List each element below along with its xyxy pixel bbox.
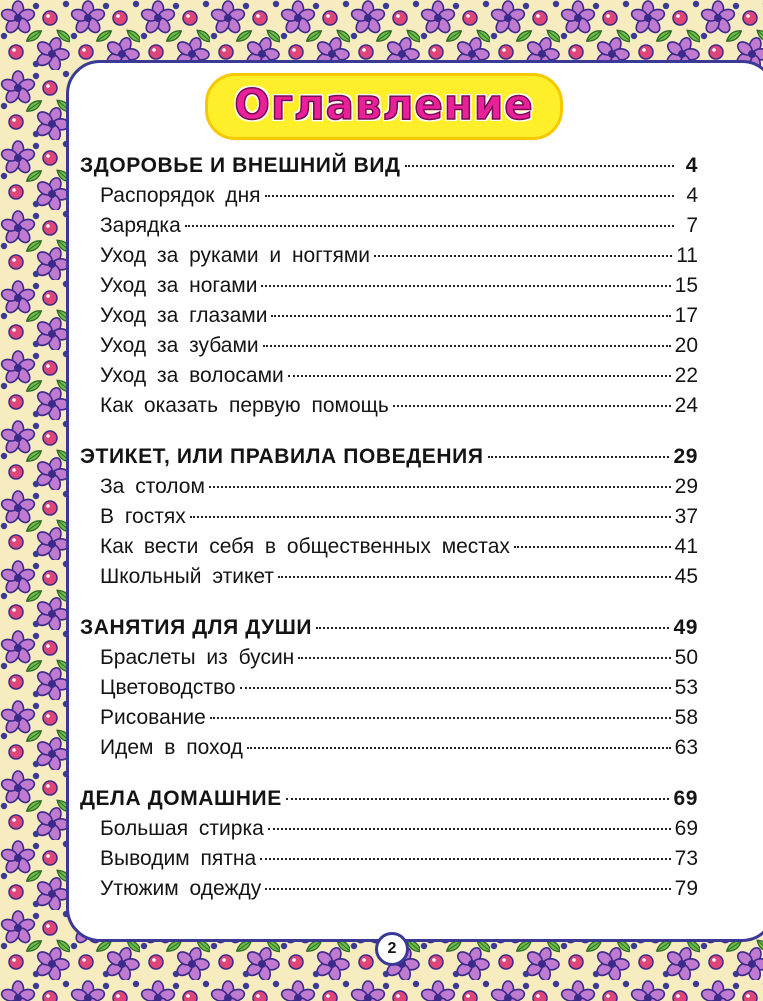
title-badge [205,73,563,140]
dot-leader [247,747,671,749]
toc-page-number: 58 [674,706,698,729]
dot-leader [185,225,674,227]
toc-entry-title: Браслеты из бусин [100,646,295,669]
toc-page-number: 45 [674,565,698,588]
toc-entry-title: Зарядка [100,214,181,237]
dot-leader [488,456,670,458]
toc-entry[interactable] [80,703,698,733]
toc-entry[interactable] [80,241,698,271]
toc-entry[interactable] [80,673,698,703]
dot-leader [263,345,671,347]
toc-entry-title: Уход за ногами [100,274,258,297]
toc-entry-title: ЗАНЯТИЯ ДЛЯ ДУШИ [80,616,313,639]
toc-page-number: 11 [676,244,698,267]
toc-entry-title: Большая стирка [100,817,264,840]
toc-entry[interactable] [80,181,698,211]
toc-page-number: 73 [674,847,698,870]
dot-leader [405,165,674,167]
dot-leader [288,375,671,377]
toc-page-number: 4 [686,184,698,207]
dot-leader [278,576,671,578]
toc-entry-title: Распорядок дня [100,184,261,207]
page-number: 2 [375,932,409,966]
dot-leader [298,657,670,659]
dot-leader [316,627,669,629]
toc-page-number: 69 [674,817,698,840]
toc-entry-title: В гостях [100,505,186,528]
toc-entry[interactable] [80,301,698,331]
toc-entry[interactable] [80,361,698,391]
toc-entry-title: Цветоводство [100,676,236,699]
section-spacer [80,592,698,612]
toc-entry-title: Уход за волосами [100,364,284,387]
section-spacer [80,763,698,783]
toc-entry-title: Выводим пятна [100,847,257,870]
toc-entry-title: ЗДОРОВЬЕ И ВНЕШНИЙ ВИД [80,154,401,177]
dot-leader [265,195,674,197]
toc-page-number: 50 [674,646,698,669]
toc-section-heading[interactable] [80,783,698,814]
title-area [206,74,562,138]
toc-entry[interactable] [80,271,698,301]
toc-page-number: 15 [674,274,698,297]
toc-page-number: 69 [673,787,698,810]
dot-leader [210,717,671,719]
dot-leader [393,405,671,407]
toc-entry-title: Уход за зубами [100,334,259,357]
dot-leader [265,888,670,890]
toc-entry[interactable] [80,814,698,844]
dot-leader [190,516,671,518]
toc-page-number: 49 [673,616,698,639]
dot-leader [261,285,670,287]
toc-entry-title: Школьный этикет [100,565,274,588]
toc-entry-title: ЭТИКЕТ, ИЛИ ПРАВИЛА ПОВЕДЕНИЯ [80,445,484,468]
toc-page-number: 29 [674,475,698,498]
toc-entry-title: Как вести себя в общественных местах [100,535,510,558]
dot-leader [374,255,672,257]
dot-leader [260,858,671,860]
toc-entry-title: За столом [100,475,205,498]
toc-entry-title: Утюжим одежду [100,877,262,900]
toc-entry[interactable] [80,562,698,592]
toc-page-number: 17 [674,304,698,327]
dot-leader [286,798,670,800]
toc-entry-title: Как оказать первую помощь [100,394,389,417]
toc-entry-title: Уход за руками и ногтями [100,244,371,267]
toc-entry[interactable] [80,472,698,502]
toc-page-number: 24 [674,394,698,417]
toc-page-number: 7 [686,214,698,237]
toc-entry[interactable] [80,733,698,763]
toc-entry-title: ДЕЛА ДОМАШНИЕ [80,787,282,810]
toc-entry[interactable] [80,502,698,532]
toc-section-heading[interactable] [80,612,698,643]
toc-page-number: 37 [674,505,698,528]
toc-page-number: 20 [674,334,698,357]
toc-page-number: 4 [685,154,698,177]
toc-entry-title: Рисование [100,706,206,729]
toc-page-number: 22 [674,364,698,387]
toc-page-number: 79 [674,877,698,900]
table-of-contents [80,150,698,904]
toc-section-heading[interactable] [80,441,698,472]
page-title: Оглавление [234,79,534,129]
toc-entry[interactable] [80,874,698,904]
toc-entry-title: Уход за глазами [100,304,268,327]
toc-page-number: 29 [673,445,698,468]
toc-page-number: 63 [674,736,698,759]
dot-leader [514,546,671,548]
dot-leader [240,687,671,689]
toc-page-number: 41 [674,535,698,558]
toc-entry[interactable] [80,844,698,874]
dot-leader [271,315,670,317]
toc-page-number: 53 [674,676,698,699]
toc-section-heading[interactable] [80,150,698,181]
toc-entry[interactable] [80,643,698,673]
dot-leader [268,828,671,830]
section-spacer [80,421,698,441]
toc-entry-title: Идем в поход [100,736,243,759]
toc-entry[interactable] [80,391,698,421]
toc-entry[interactable] [80,532,698,562]
toc-entry[interactable] [80,211,698,241]
dot-leader [209,486,671,488]
toc-entry[interactable] [80,331,698,361]
